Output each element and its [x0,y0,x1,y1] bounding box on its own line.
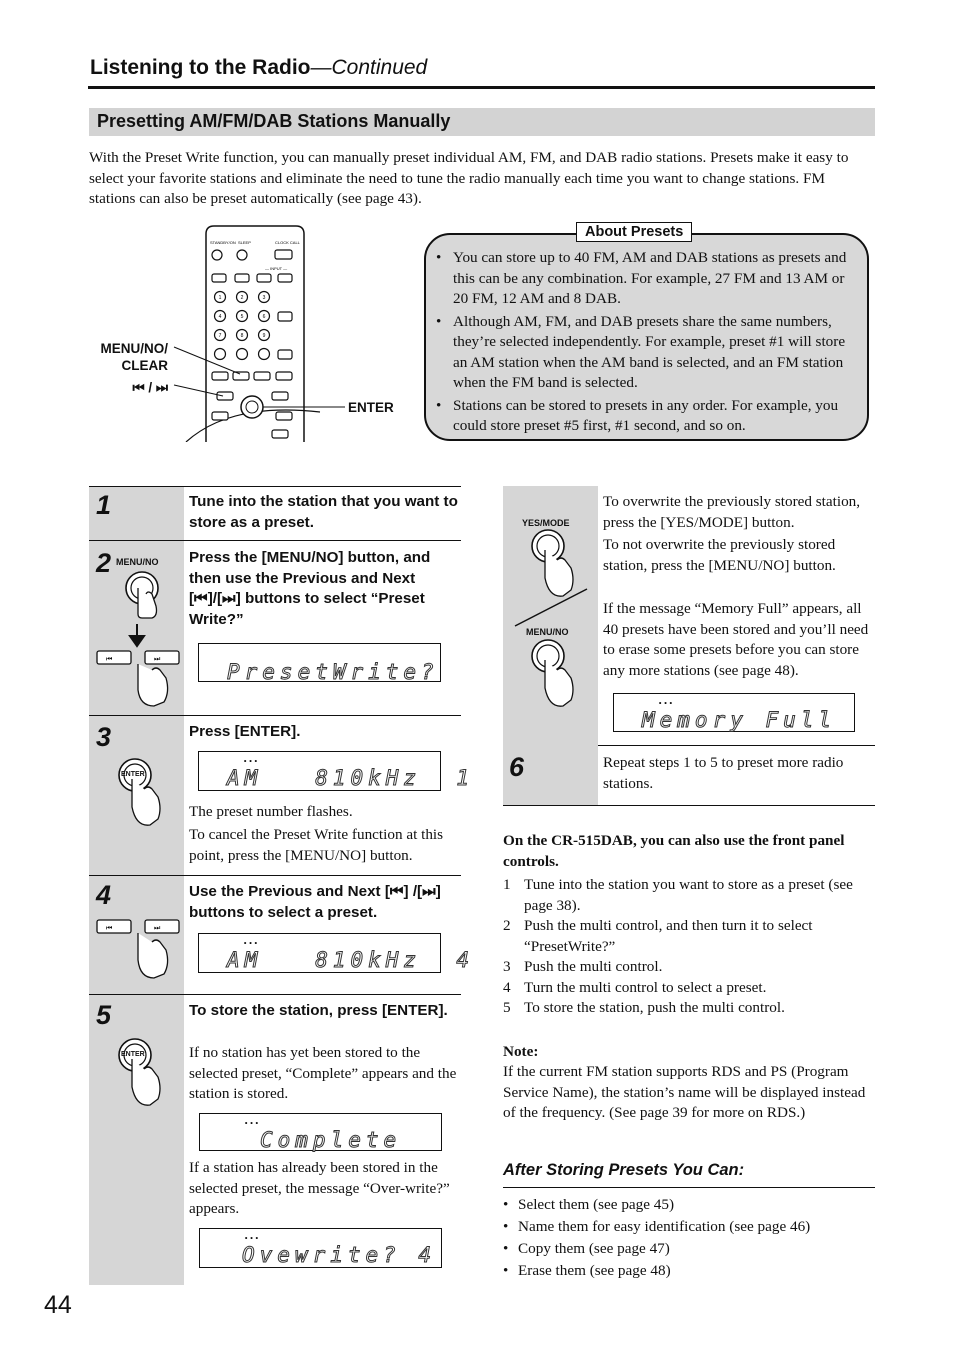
item-number: 4 [503,978,511,996]
about-presets-box [424,233,869,441]
enter-button-hand-icon [110,1037,170,1112]
item-text: Push the multi control. [524,958,663,975]
lcd-indicator-dots: ··· [243,753,260,768]
note-text: If the current FM station supports RDS and PS (Program Service Name), the station’s name will be displayed instead of the frequency. (See page 39 for more on RDS.) [503,1063,866,1121]
svg-text:CLOCK CALL: CLOCK CALL [275,240,300,245]
svg-text:7: 7 [218,333,222,339]
front-panel-list [503,875,875,1019]
lcd-display [613,693,855,732]
svg-text:2: 2 [240,295,244,301]
svg-text:3: 3 [262,295,266,301]
about-presets-list [436,248,854,439]
svg-text:⏮: ⏮ [106,924,113,932]
front-panel-item [503,998,875,1019]
step-divider [89,486,461,487]
lcd-display [198,643,441,682]
step-5b-text: To not overwrite the previously stored station, press the [MENU/NO] button. [603,536,836,574]
item-text: Push the multi control, and then turn it to select “PresetWrite?” [524,917,813,955]
step-5-text: To store the station, press [ENTER]. [189,1002,448,1019]
step-divider [503,805,875,806]
step-2-icon-label: MENU/NO [116,557,159,567]
step-1-text: Tune into the station that you want to store as a preset. [189,493,458,531]
enter-button-hand-icon [110,757,170,832]
step-2-button-illustration [94,566,184,716]
menu-no-label: MENU/NO [526,627,569,637]
lcd-indicator-dots: ··· [244,1230,261,1245]
after-item: • Select them (see page 45) [503,1194,875,1216]
front-panel-item [503,916,875,957]
step-3-note: To cancel the Preset Write function at this point, press the [MENU/NO] button. [189,826,444,864]
lcd-display [199,1228,442,1268]
step-number: 6 [509,752,525,782]
page-number: 44 [44,1291,72,1319]
step-3-icon-label: ENTER [121,771,145,778]
remote-label-menu-line2: CLEAR [121,358,168,373]
lcd-indicator-dots: ··· [244,1115,261,1130]
lcd-text: PresetWrite? [227,660,439,684]
step-2-text: Press the [MENU/NO] button, and then use the Previous and Next [⏮]/[⏭] buttons to select “Preset Write?” [189,549,431,628]
skip-buttons-hand-icon [94,916,184,986]
step-3-button-illustration [110,757,170,837]
page-header [90,56,427,80]
item-text: Turn the multi control to select a preset. [524,978,767,996]
remote-label-skip: ⏮ / ⏭ [132,380,168,395]
step-5b-text: To overwrite the previously stored station, press the [YES/MODE] button. [603,493,861,531]
item-text: To store the station, push the multi control. [524,999,785,1016]
remote-label-menu [60,340,168,374]
item-number: 1 [503,876,511,893]
lcd-text: Ovewrite? 4 [242,1243,437,1267]
lcd-text: AM 810kHz 1 [227,766,475,790]
lcd-display [198,933,475,973]
svg-text:⏭: ⏭ [154,655,161,663]
svg-text:5: 5 [240,314,244,320]
remote-label-enter: ENTER [348,400,394,415]
step-divider [89,540,461,541]
after-item: • Name them for easy identification (see page 46) [503,1216,875,1238]
step-number: 4 [96,880,112,910]
front-panel-item [503,957,875,978]
step-number: 1 [96,490,112,520]
front-panel-heading: On the CR-515DAB, you can also use the front panel controls. [503,832,845,870]
about-presets-title: About Presets [576,222,692,242]
front-panel-item [503,978,875,999]
step-number: 5 [96,1000,112,1030]
after-item: • Copy them (see page 47) [503,1238,875,1260]
lcd-display [199,1113,442,1151]
svg-text:SLEEP: SLEEP [238,240,251,245]
svg-text:⏮: ⏮ [106,655,113,663]
step-number: 2 [96,548,112,578]
svg-text:⏭: ⏭ [154,924,161,932]
about-presets-item: • You can store up to 40 FM, AM and DAB stations as presets and this can be any combination. For example, 27 FM and 13 AM or 20 FM, 12 AM and 8 DAB. [436,248,854,310]
about-presets-item: • Stations can be stored to presets in any order. For example, you could store preset #5 first, #1 second, and so on. [436,396,854,437]
remote-label-menu-line1: MENU/NO/ [100,341,168,356]
step-5-note: If no station has yet been stored to the selected preset, “Complete” appears and the station is stored. [189,1044,457,1102]
item-number: 5 [503,999,511,1016]
svg-text:8: 8 [240,333,244,339]
svg-text:1: 1 [218,295,222,301]
after-title: After Storing Presets You Can: [503,1161,745,1179]
lcd-text: AM 810kHz 4 [227,948,475,972]
item-number: 2 [503,917,511,934]
lcd-indicator-dots: ··· [658,695,675,710]
header-rule [88,86,875,89]
svg-text:6: 6 [262,314,266,320]
step-3-text: Press [ENTER]. [189,723,301,740]
step-divider [89,994,461,995]
step-4-text: Use the Previous and Next [⏮] /[⏭] buttons to select a preset. [189,883,441,921]
intro-paragraph: With the Preset Write function, you can manually preset individual AM, FM, and DAB radio stations. Presets make it easy to select your favorite stations and eliminate the need to tune the radio manually each time you want to change stations. FM stations can also be preset automatically (see page 43). [89,149,849,207]
item-text: Tune into the station you want to store as a preset (see page 38). [524,876,853,914]
front-panel-item [503,875,875,916]
step-5-note: If a station has already been stored in the selected preset, the message “Over-write?” appears. [189,1159,450,1217]
step-3-note: The preset number flashes. [189,803,353,820]
header-title: Listening to the Radio [90,56,311,79]
yes-mode-label: YES/MODE [522,518,570,528]
svg-text:9: 9 [262,333,266,339]
step-5b-text: If the message “Memory Full” appears, all 40 presets have been stored and you’ll need to erase some presets before you can store any more stations (see page 48). [603,600,869,679]
note-title: Note: [503,1043,539,1060]
after-item: • Erase them (see page 48) [503,1260,875,1282]
step-divider [89,875,461,876]
svg-text:STANDBY/ON: STANDBY/ON [210,240,236,245]
step-divider [598,745,875,746]
step-number: 3 [96,722,112,752]
about-presets-item: • Although AM, FM, and DAB presets share the same numbers, they’re selected independently. For example, preset #1 will store an AM station when the AM band is selected, and an FM station when the FM band is selected. [436,312,854,394]
lcd-indicator-dots: ··· [243,935,260,950]
after-rule [503,1187,875,1188]
section-title: Presetting AM/FM/DAB Stations Manually [97,111,451,131]
press-hand-icon [94,566,184,711]
header-continued: —Continued [310,56,428,79]
lcd-text: Memory Full [642,708,837,732]
svg-text:4: 4 [218,314,222,320]
lcd-text: Complete [260,1128,402,1152]
step-5-icon-label: ENTER [121,1051,145,1058]
item-number: 3 [503,958,511,975]
step-5-button-illustration [110,1037,170,1117]
step-6-text: Repeat steps 1 to 5 to preset more radio stations. [603,754,844,792]
step-4-button-illustration [94,916,184,991]
after-list [503,1194,875,1282]
lcd-display [198,751,475,791]
svg-text:— INPUT —: — INPUT — [265,266,288,271]
